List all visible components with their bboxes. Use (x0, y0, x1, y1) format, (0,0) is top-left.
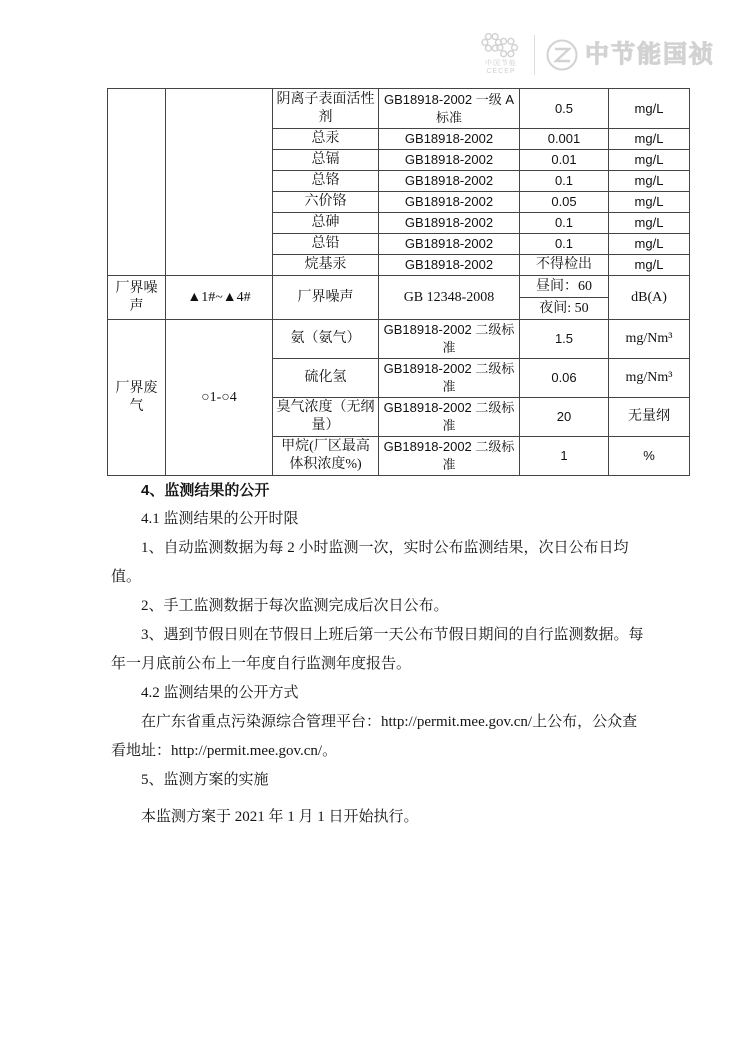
table-row-gas (108, 320, 690, 359)
guozhen-logo-text: 中节能国祯 (585, 40, 715, 68)
cell-unit: mg/Nm³ (609, 359, 690, 398)
cell-limit: 0.5 (520, 89, 609, 129)
cell-item: 总铅 (273, 234, 379, 255)
header-logos (478, 33, 715, 76)
cell-standard: GB18918-2002 (379, 192, 520, 213)
cell-standard: GB18918-2002 (379, 234, 520, 255)
cell-item: 六价铬 (273, 192, 379, 213)
cell-item: 硫化氢 (273, 359, 379, 398)
section-4-heading: 4、监测结果的公开 (141, 482, 270, 499)
cell-item: 总汞 (273, 129, 379, 150)
cell-item: 总砷 (273, 213, 379, 234)
cell-unit: mg/L (609, 150, 690, 171)
cell-standard: GB18918-2002 (379, 213, 520, 234)
cell-unit: mg/L (609, 129, 690, 150)
monitoring-table (107, 88, 690, 476)
cell-unit: mg/Nm³ (609, 320, 690, 359)
cell-item: 总镉 (273, 150, 379, 171)
cell-category-gas: 厂界废气 (108, 320, 166, 476)
cell-standard: GB18918-2002 二级标准 (379, 359, 520, 398)
cell-points-gas: ○1-○4 (166, 320, 273, 476)
cell-item: 臭气浓度（无纲量） (273, 398, 379, 437)
cell-item: 甲烷(厂区最高体积浓度%) (273, 437, 379, 476)
cell-limit: 0.01 (520, 150, 609, 171)
cecep-logo-text-cn: 中国节能 (485, 60, 517, 67)
cell-item: 烷基汞 (273, 255, 379, 276)
paragraph-implementation-date: 本监测方案于 2021 年 1 月 1 日开始执行。 (141, 809, 419, 825)
section-4-2-title: 4.2 监测结果的公开方式 (141, 685, 299, 701)
cell-unit: mg/L (609, 171, 690, 192)
table-row (108, 89, 690, 129)
cell-category-noise: 厂界噪声 (108, 276, 166, 320)
cell-category-empty (108, 89, 166, 276)
cell-standard: GB18918-2002 二级标准 (379, 398, 520, 437)
cell-unit: mg/L (609, 255, 690, 276)
cell-limit: 1 (520, 437, 609, 476)
cell-unit: mg/L (609, 234, 690, 255)
document-body (111, 476, 645, 832)
section-4-1-title: 4.1 监测结果的公开时限 (141, 511, 299, 527)
cell-limit: 0.06 (520, 359, 609, 398)
cell-standard: GB18918-2002 (379, 150, 520, 171)
cell-limit: 0.1 (520, 234, 609, 255)
cell-standard-noise: GB 12348-2008 (379, 276, 520, 320)
guozhen-circle-z-icon (545, 38, 579, 72)
cell-points-empty (166, 89, 273, 276)
cell-item: 氨（氨气） (273, 320, 379, 359)
cell-unit: 无量纲 (609, 398, 690, 437)
cell-unit: mg/L (609, 192, 690, 213)
cell-unit: mg/L (609, 213, 690, 234)
paragraph-publish-platform: 在广东省重点污染源综合管理平台：http://permit.mee.gov.cn/上公布，公众查看地址：http://permit.mee.gov.cn/。 (111, 714, 638, 759)
cell-limit-day: 昼间：60 (520, 276, 609, 298)
cell-limit: 0.001 (520, 129, 609, 150)
cell-limit: 20 (520, 398, 609, 437)
cell-limit: 0.1 (520, 213, 609, 234)
guozhen-logo (545, 38, 715, 72)
cell-unit-noise: dB(A) (609, 276, 690, 320)
cell-limit: 0.05 (520, 192, 609, 213)
cell-standard: GB18918-2002 (379, 255, 520, 276)
cell-unit: mg/L (609, 89, 690, 129)
cecep-logo (478, 33, 524, 76)
cell-standard: GB18918-2002 一级 A 标准 (379, 89, 520, 129)
cell-standard: GB18918-2002 (379, 129, 520, 150)
paragraph-holiday-publishing: 3、遇到节假日则在节假日上班后第一天公布节假日期间的自行监测数据。每年一月底前公布上一年度自行监测年度报告。 (111, 627, 644, 672)
cell-limit: 不得检出 (520, 255, 609, 276)
logo-divider (534, 35, 535, 75)
section-5-heading: 5、监测方案的实施 (141, 772, 269, 788)
cell-standard: GB18918-2002 (379, 171, 520, 192)
table-row-noise (108, 276, 690, 298)
cell-item: 总铬 (273, 171, 379, 192)
cell-standard: GB18918-2002 二级标准 (379, 320, 520, 359)
cell-standard: GB18918-2002 二级标准 (379, 437, 520, 476)
cell-points-noise: ▲1#~▲4# (166, 276, 273, 320)
cell-unit: % (609, 437, 690, 476)
cell-item: 阴离子表面活性剂 (273, 89, 379, 129)
cell-limit: 1.5 (520, 320, 609, 359)
cecep-logo-text-en: CECEP (486, 68, 516, 75)
cecep-circles-icon (481, 33, 521, 60)
cell-limit: 0.1 (520, 171, 609, 192)
cell-limit-night: 夜间: 50 (520, 298, 609, 320)
paragraph-manual-monitoring: 2、手工监测数据于每次监测完成后次日公布。 (141, 598, 449, 614)
paragraph-auto-monitoring: 1、自动监测数据为每 2 小时监测一次，实时公布监测结果，次日公布日均值。 (111, 540, 629, 585)
cell-item-noise: 厂界噪声 (273, 276, 379, 320)
